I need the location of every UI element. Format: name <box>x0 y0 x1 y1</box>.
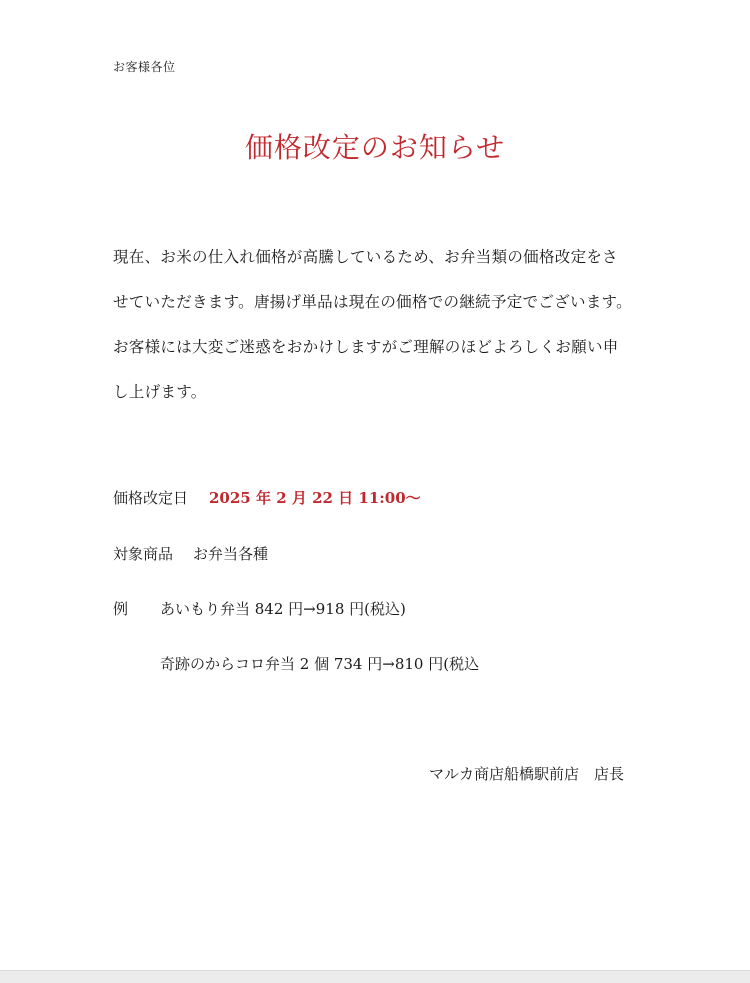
target-products-row <box>113 543 268 564</box>
example-row-1 <box>113 598 406 619</box>
salutation: お客様各位 <box>113 60 176 74</box>
revision-date-row <box>113 487 421 508</box>
example-label: 例 <box>113 600 129 618</box>
example-row-2 <box>113 653 479 674</box>
body-line-3: お客様には大変ご迷惑をおかけしますがご理解のほどよろしくお願い申 <box>113 338 619 356</box>
example-item-2: 奇跡のからコロ弁当 2 個 734 円→810 円(税込 <box>160 655 480 673</box>
target-products-value: お弁当各種 <box>193 545 269 563</box>
store-signature: マルカ商店船橋駅前店 店長 <box>428 765 624 783</box>
notice-title: 価格改定のお知らせ <box>244 131 506 164</box>
bottom-scroll-bar <box>0 970 750 983</box>
revision-date-label: 価格改定日 <box>113 489 189 507</box>
example-item-1: あいもり弁当 842 円→918 円(税込) <box>160 600 406 618</box>
revision-date-value: 2025 年 2 月 22 日 11:00〜 <box>209 489 421 507</box>
target-products-label: 対象商品 <box>113 545 174 563</box>
body-line-2: せていただきます。唐揚げ単品は現在の価格での継続予定でございます。 <box>113 293 632 311</box>
body-line-1: 現在、お米の仕入れ価格が高騰しているため、お弁当類の価格改定をさ <box>113 248 618 266</box>
body-line-4: し上げます。 <box>113 383 207 401</box>
